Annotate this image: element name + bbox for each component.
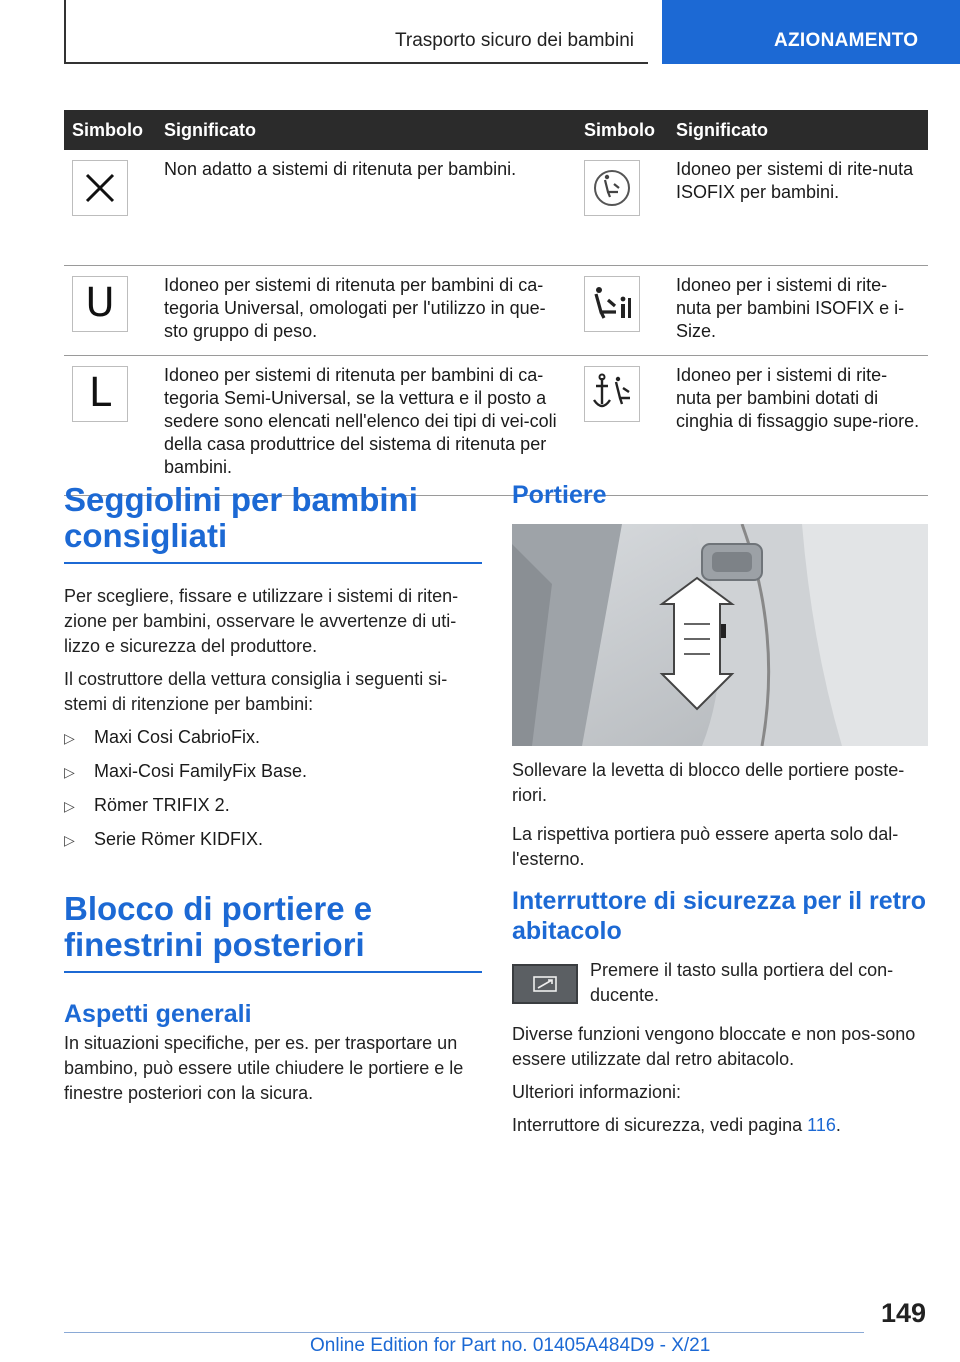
switch-instruction	[512, 958, 930, 1008]
paragraph: Il costruttore della vettura consiglia i seguenti si-stemi di ritenzione per bambini:	[64, 669, 448, 714]
right-column	[512, 480, 930, 1138]
table-cell: Idoneo per i sistemi di rite-nuta per bambini ISOFIX e i-Size.	[668, 265, 928, 355]
subsection-title-portiere: Portiere	[512, 481, 607, 509]
list-item: ▷ Maxi-Cosi FamilyFix Base.	[64, 759, 482, 785]
subsection-title: Aspetti generali	[64, 1000, 252, 1028]
child-lock-switch-icon	[512, 964, 578, 1004]
header-section-title: Trasporto sicuro dei bambini	[394, 30, 634, 51]
list-item: ▷ Serie Römer KIDFIX.	[64, 827, 482, 853]
header-chapter-box	[662, 0, 960, 64]
semi-universal-l-icon: L	[72, 366, 128, 422]
table-row	[64, 265, 928, 355]
section-title-door-lock: Blocco di portiere e finestrini posteriori	[64, 891, 482, 973]
not-suitable-x-icon	[72, 160, 128, 216]
paragraph: Sollevare la levetta di blocco delle portiere poste-riori.	[512, 760, 905, 805]
top-tether-anchor-icon	[584, 366, 640, 422]
list-item: ▷ Maxi Cosi CabrioFix.	[64, 725, 482, 751]
table-cell: Idoneo per i sistemi di rite-nuta per bambini dotati di cinghia di fissaggio supe-riore.	[668, 355, 928, 495]
paragraph: Diverse funzioni vengono bloccate e non pos-sono essere utilizzate dal retro abitacolo.	[512, 1024, 916, 1069]
symbol-table	[64, 110, 928, 496]
paragraph: Premere il tasto sulla portiera del con-ducente.	[590, 960, 894, 1005]
footer-divider	[64, 1332, 864, 1333]
table-header-cell: Significato	[676, 119, 769, 140]
table-row	[64, 150, 928, 265]
page-reference: Interruttore di sicurezza, vedi pagina 116.	[512, 1115, 841, 1135]
page-number: 149	[880, 1298, 926, 1328]
bullet-triangle-icon: ▷	[64, 730, 75, 746]
list-item: ▷ Römer TRIFIX 2.	[64, 793, 482, 819]
isofix-i-size-icon	[584, 276, 640, 332]
left-column	[64, 482, 482, 1106]
header-chapter-title: AZIONAMENTO	[774, 30, 919, 51]
table-cell: Idoneo per sistemi di ritenuta per bambini di ca-tegoria Universal, omologati per l'utilizzo in que-sto gruppo di peso.	[156, 265, 576, 355]
bullet-triangle-icon: ▷	[64, 832, 75, 848]
more-info-label: Ulteriori informazioni:	[512, 1082, 682, 1102]
bullet-triangle-icon: ▷	[64, 764, 75, 780]
door-lock-lever-photo	[512, 524, 928, 746]
page-link-116[interactable]: 116	[807, 1115, 836, 1135]
table-header-row	[64, 110, 928, 150]
bullet-triangle-icon: ▷	[64, 798, 75, 814]
table-header-cell: Significato	[164, 119, 257, 140]
isofix-child-seat-icon	[584, 160, 640, 216]
footer-edition: Online Edition for Part no. 01405A484D9 - X/21	[310, 1335, 711, 1356]
table-header-cell: Simbolo	[72, 119, 143, 140]
table-cell: Non adatto a sistemi di ritenuta per bambini.	[156, 150, 576, 265]
table-row	[64, 355, 928, 495]
paragraph: Per scegliere, fissare e utilizzare i sistemi di riten-zione per bambini, osservare le avvertenze di uti-lizzo e sicurezza del produttore.	[64, 586, 459, 656]
recommended-seats-list	[64, 725, 482, 853]
table-header-cell: Simbolo	[584, 119, 655, 140]
paragraph: In situazioni specifiche, per es. per trasportare un bambino, può essere utile chiudere le portiere e le finestre posteriori con la sicura.	[64, 1033, 464, 1103]
universal-u-icon: U	[72, 276, 128, 332]
section-title-child-seats: Seggiolini per bambini consigliati	[64, 482, 482, 564]
paragraph: La rispettiva portiera può essere aperta solo dal-l'esterno.	[512, 824, 899, 869]
subsection-title-safety-switch: Interruttore di sicurezza per il retro abitacolo	[512, 887, 926, 945]
table-cell: Idoneo per sistemi di rite-nuta ISOFIX per bambini.	[668, 150, 928, 265]
header-section-box	[64, 0, 648, 64]
table-cell: Idoneo per sistemi di ritenuta per bambini di ca-tegoria Semi-Universal, se la vettura e il posto a sedere sono elencati nell'elenco dei tipi di vei-coli della casa produttrice del sistema di ritenuta per bambini.	[156, 355, 576, 495]
